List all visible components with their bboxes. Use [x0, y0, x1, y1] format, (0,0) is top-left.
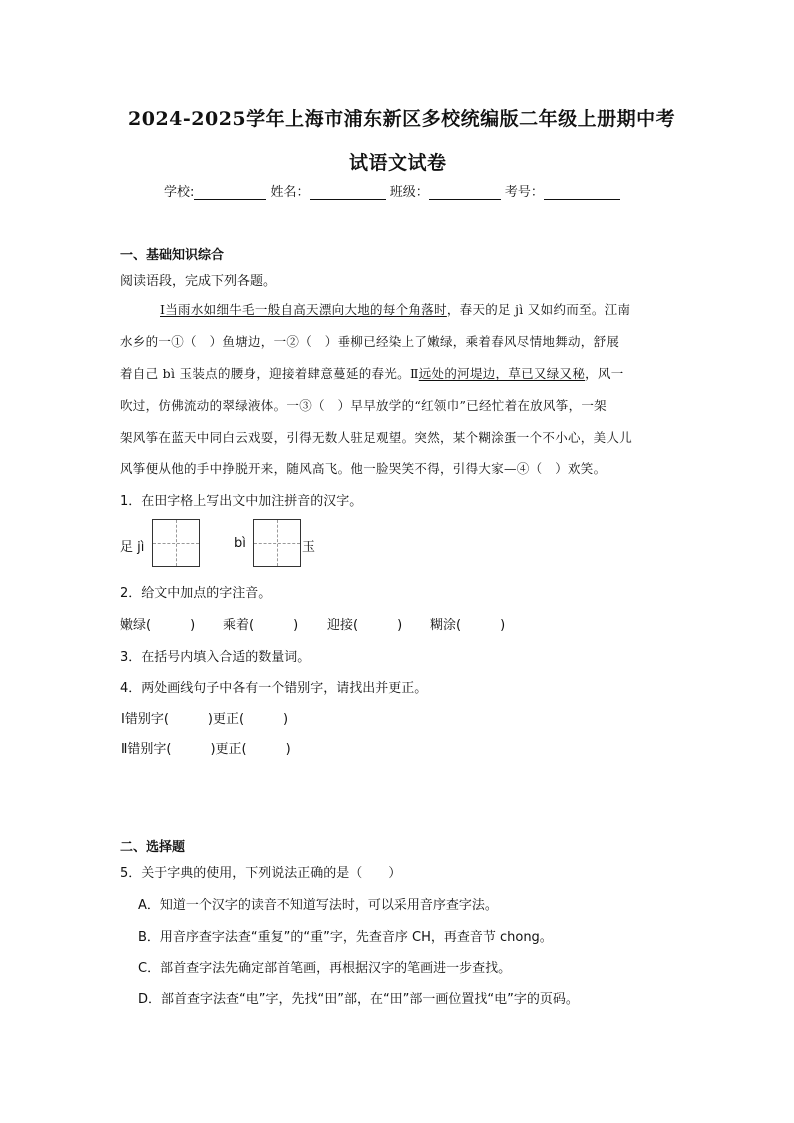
section2-heading: 二、选择题: [120, 840, 186, 855]
tian-grid-box-1[interactable]: [152, 519, 200, 567]
q1-right-suffix: 玉: [302, 540, 316, 555]
question-3: 3．在括号内填入合适的数量词。: [120, 650, 311, 665]
page-title: 2024-2025学年上海市浦东新区多校统编版二年级上册期中考: [128, 108, 676, 130]
passage-line-6: 风筝便从他的手中挣脱开来，随风高飞。他一脸哭笑不得，引得大家—④（ ）欢笑。: [120, 461, 607, 476]
option-d[interactable]: D．部首查字法查“电”字，先找“田”部，在“田”部一画位置找“电”字的页码。: [138, 992, 579, 1007]
passage-line-5: 架风筝在蓝天中同白云戏耍，引得无数人驻足观望。突然，某个糊涂蛋一个不小心，美人儿: [120, 430, 633, 445]
underlined-sentence-2: 远处的河堤边，草已又绿又秘: [418, 366, 586, 381]
passage-line-4: 吹过，仿佛流动的翠绿液体。一③（ ）早早放学的“红领巾”已经忙着在放风筝，一架: [120, 398, 607, 413]
underlined-sentence-1: Ⅰ当雨水如细牛毛一般自高天漂向大地的每个角落时: [160, 302, 447, 317]
passage-text: ，风一: [585, 366, 624, 381]
section1-intro: 阅读语段，完成下列各题。: [120, 274, 277, 289]
q1-left-label: 足 jì: [120, 540, 145, 555]
page-title-line2: 试语文试卷: [349, 152, 447, 174]
q2-item[interactable]: 迎接( ): [327, 618, 403, 633]
passage-line-2: 水乡的一①（ ）鱼塘边，一②（ ）垂柳已经染上了嫩绿，乘着春风尽情地舞动，舒展: [120, 334, 620, 349]
question-2: 2．给文中加点的字注音。: [120, 586, 272, 601]
name-field[interactable]: [310, 186, 386, 200]
passage-text: ，春天的足 jì 又如约而至。江南: [446, 302, 631, 317]
q2-item[interactable]: 糊涂( ): [430, 618, 506, 633]
question-4: 4．两处画线句子中各有一个错别字，请找出并更正。: [120, 681, 428, 696]
school-field[interactable]: [194, 186, 266, 200]
student-info-row: [164, 181, 620, 200]
q4-row-2[interactable]: Ⅱ错别字( )更正( ): [121, 742, 291, 757]
option-b[interactable]: B．用音序查字法查“重复”的“重”字，先查音序 CH，再查音节 chong。: [138, 930, 553, 945]
passage-text: 着自己 bì 玉装点的腰身，迎接着肆意蔓延的春光。Ⅱ: [120, 366, 419, 381]
option-a[interactable]: A．知道一个汉字的读音不知道写法时，可以采用音序查字法。: [138, 898, 498, 913]
q2-item[interactable]: 嫩绿( ): [120, 618, 196, 633]
tian-grid-box-2[interactable]: [253, 519, 301, 567]
question-1: 1．在田字格上写出文中加注拼音的汉字。: [120, 494, 363, 509]
q1-right-label: bì: [234, 536, 246, 551]
section1-heading: 一、基础知识综合: [120, 248, 225, 263]
school-label: 学校:: [164, 185, 195, 200]
passage-line-1: [160, 300, 630, 318]
q2-item[interactable]: 乘着( ): [223, 618, 299, 633]
name-label: 姓名：: [270, 185, 310, 200]
exam-no-field[interactable]: [544, 186, 620, 200]
passage-line-3: [120, 364, 624, 382]
exam-no-label: 考号：: [504, 185, 544, 200]
class-field[interactable]: [429, 186, 501, 200]
option-c[interactable]: C．部首查字法先确定部首笔画，再根据汉字的笔画进一步查找。: [138, 961, 512, 976]
class-label: 班级：: [389, 185, 429, 200]
question-5: 5．关于字典的使用，下列说法正确的是（ ）: [120, 866, 402, 881]
q4-row-1[interactable]: Ⅰ错别字( )更正( ): [121, 712, 289, 727]
